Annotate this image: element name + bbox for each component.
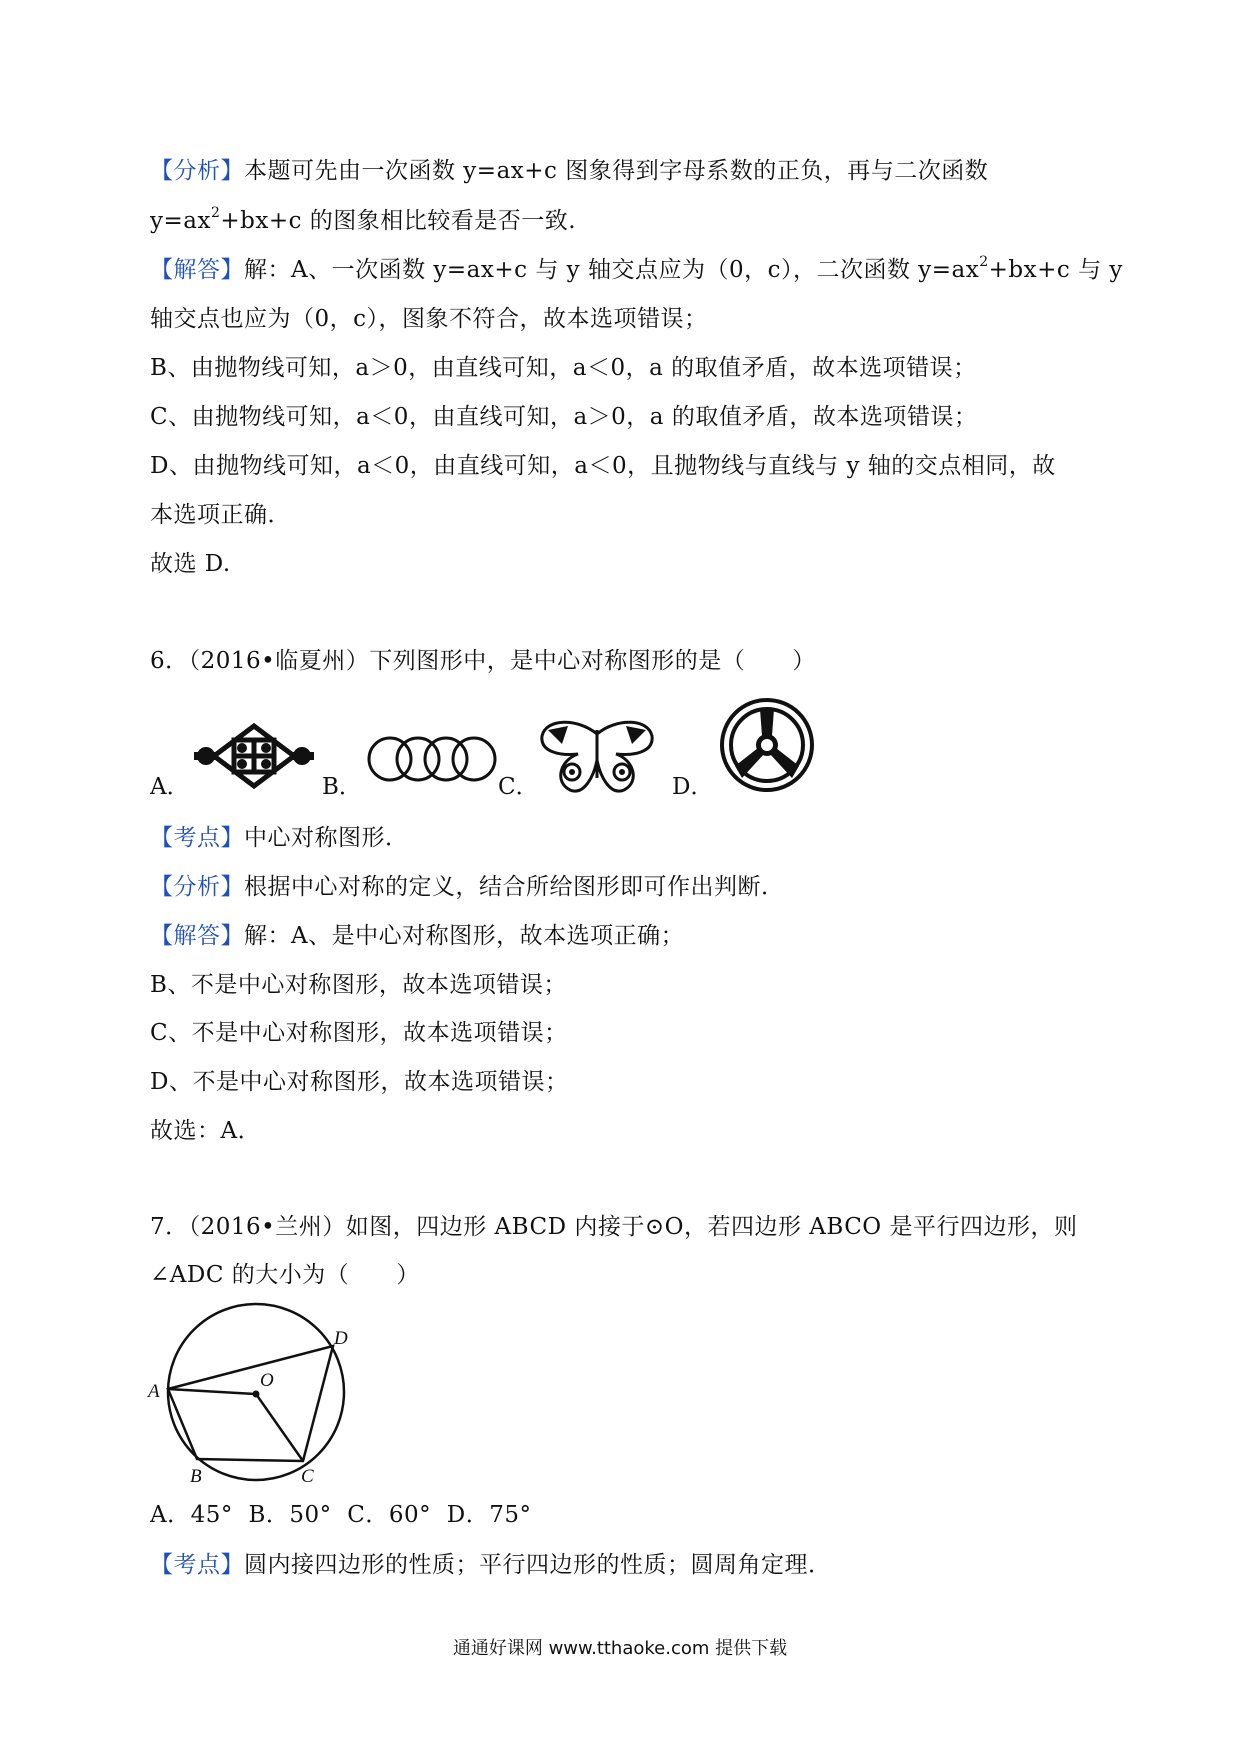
- q6-answer-a: [150, 921, 684, 951]
- q7-stem-line2: ∠ADC 的大小为（ ）: [150, 1262, 420, 1288]
- label-c: C: [301, 1466, 314, 1486]
- superscript: 2: [979, 254, 989, 271]
- inscribed-quadrilateral-figure: [146, 1298, 352, 1486]
- point-text: 圆内接四边形的性质；平行四边形的性质；圆周角定理．: [244, 1552, 832, 1578]
- label-b: B: [190, 1466, 202, 1486]
- point-tag: 【考点】: [150, 1552, 244, 1578]
- q6-option-b-label: B．: [322, 774, 362, 800]
- answer-tag: 【解答】: [150, 257, 244, 283]
- q5-answer-b: B、由抛物线可知，a＞0，由直线可知，a＜0，a 的取值矛盾，故本选项错误；: [150, 355, 977, 381]
- steering-wheel-figure: [718, 696, 816, 794]
- answer-text: 解：A、是中心对称图形，故本选项正确；: [244, 923, 685, 949]
- q5-answer-line1: [150, 255, 1123, 285]
- q7-point-line: [150, 1550, 832, 1580]
- analysis-text: 根据中心对称的定义，结合所给图形即可作出判断．: [244, 874, 785, 900]
- segments-ao-oc: [168, 1389, 303, 1461]
- knot-pattern-figure: [194, 722, 314, 790]
- q6-option-d-label: D．: [672, 774, 714, 800]
- olympic-rings-figure: [366, 728, 498, 790]
- butterfly-figure: [538, 716, 656, 794]
- answer-text: +bx+c 与 y: [988, 257, 1123, 283]
- footer-credit: 通通好课网 www.tthaoke.com 提供下载: [452, 1638, 788, 1659]
- q6-answer-b: B、不是中心对称图形，故本选项错误；: [150, 972, 567, 998]
- point-tag: 【考点】: [150, 825, 244, 851]
- q5-analysis-line2: [150, 206, 576, 236]
- q6-choice: 故选：A．: [150, 1118, 262, 1144]
- q5-answer-c: C、由抛物线可知，a＜0，由直线可知，a＞0，a 的取值矛盾，故本选项错误；: [150, 404, 978, 430]
- q6-answer-d: D、不是中心对称图形，故本选项错误；: [150, 1069, 569, 1095]
- label-o: O: [260, 1370, 274, 1391]
- point-text: 中心对称图形．: [244, 825, 409, 851]
- q5-choice: 故选 D.: [150, 551, 231, 577]
- label-d: D: [334, 1328, 348, 1349]
- q6-option-a-label: A．: [150, 774, 190, 800]
- superscript: 2: [210, 205, 221, 222]
- q5-answer-d1: D、由抛物线可知，a＜0，由直线可知，a＜0，且抛物线与直线与 y 轴的交点相同，故: [150, 453, 1056, 479]
- q6-option-c-label: C．: [498, 774, 539, 800]
- analysis-text: 本题可先由一次函数 y=ax+c 图象得到字母系数的正负，再与二次函数: [244, 158, 989, 184]
- answer-tag: 【解答】: [150, 923, 244, 949]
- q6-stem: 6．（2016•临夏州）下列图形中，是中心对称图形的是（ ）: [150, 648, 816, 674]
- q6-analysis-line: [150, 872, 785, 902]
- formula-text: +bx+c 的图象相比较看是否一致.: [220, 208, 577, 234]
- q7-stem-line1: 7．（2016•兰州）如图，四边形 ABCD 内接于⊙O，若四边形 ABCO 是平行四边形，则: [150, 1214, 1078, 1240]
- formula-text: y=ax: [150, 208, 211, 234]
- q7-options: A．45° B．50° C．60° D．75°: [150, 1502, 532, 1528]
- center-point: [253, 1391, 260, 1398]
- answer-text: 解：A、一次函数 y=ax+c 与 y 轴交点应为（0，c），二次函数 y=ax: [244, 257, 980, 283]
- analysis-tag: 【分析】: [150, 874, 244, 900]
- q5-analysis-line1: [150, 156, 988, 186]
- q6-answer-c: C、不是中心对称图形，故本选项错误；: [150, 1020, 568, 1046]
- quadrilateral-abcd: [168, 1346, 333, 1461]
- analysis-tag: 【分析】: [150, 158, 244, 184]
- q5-answer-d2: 本选项正确．: [150, 502, 291, 528]
- q5-answer-line2: 轴交点也应为（0，c），图象不符合，故本选项错误；: [150, 306, 708, 332]
- q6-point-line: [150, 823, 409, 853]
- label-a: A: [148, 1381, 160, 1402]
